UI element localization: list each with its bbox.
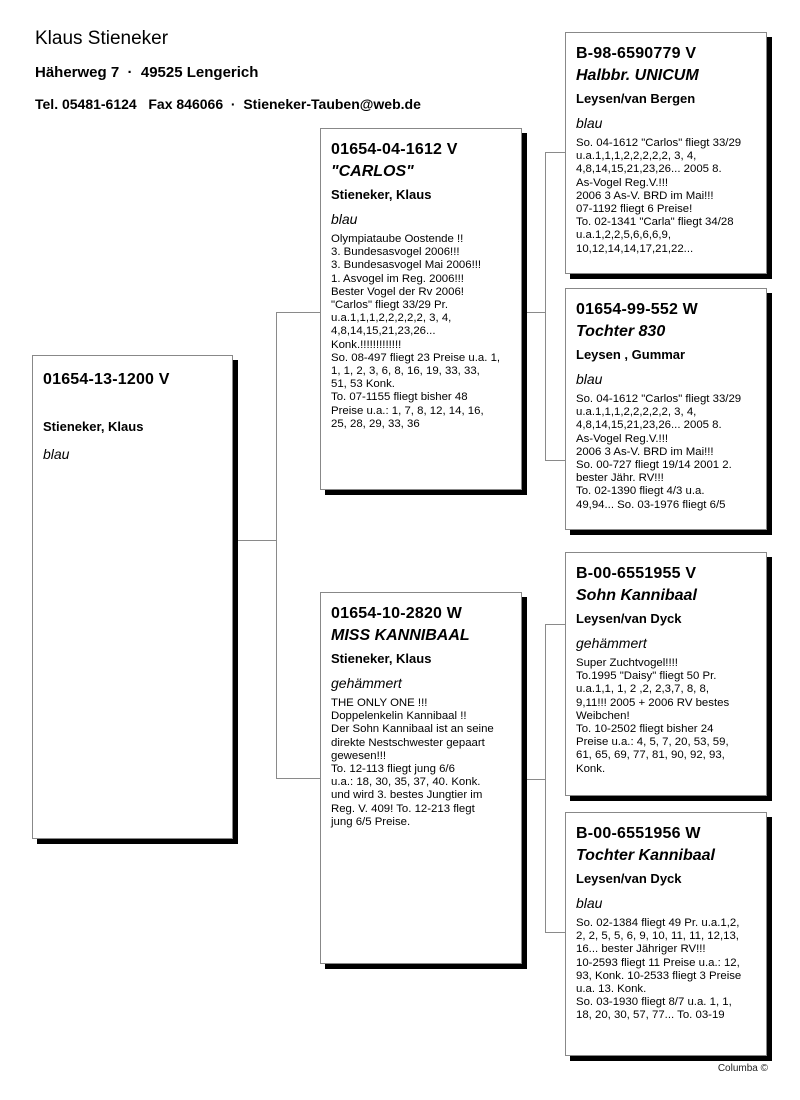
connector-subject-horizontal	[236, 540, 276, 541]
ring-number: 01654-13-1200 V	[43, 371, 170, 388]
pedigree-card-maternal-grandmother[interactable]	[565, 812, 767, 1056]
pedigree-card-father[interactable]	[320, 128, 522, 490]
ring-number: B-00-6551955 V	[576, 565, 697, 582]
pedigree-card-paternal-grandfather[interactable]	[565, 32, 767, 274]
owner-name: Stieneker, Klaus	[331, 651, 432, 666]
pigeon-name: Tochter 830	[576, 323, 666, 340]
pigeon-name: Tochter Kannibaal	[576, 847, 715, 864]
ring-number: B-00-6551956 W	[576, 825, 701, 842]
connector-paternal-grandfather	[545, 152, 565, 153]
connector-parents-vertical	[276, 312, 277, 779]
owner-name: Leysen/van Dyck	[576, 611, 682, 626]
connector-mother-horizontal	[276, 778, 320, 779]
ring-number: B-98-6590779 V	[576, 45, 697, 62]
ring-number: 01654-99-552 W	[576, 301, 698, 318]
ring-number: 01654-04-1612 V	[331, 141, 458, 158]
breeder-name: Klaus Stieneker	[35, 28, 169, 49]
connector-father-horizontal	[276, 312, 320, 313]
plumage-color: blau	[331, 211, 358, 227]
performance-notes: THE ONLY ONE !!! Doppelenkelin Kannibaal !! Der Sohn Kannibaal ist an seine direkte Nestschwester gepaart gewesen!!! To. 12-113 fliegt jung 6/6 u.a.: 18, 30, 35, 37, 40. Konk. und wird 3. bestes Jungtier im Reg. V. 409! To. 12-213 flegt jung 6/5 Preise.	[331, 697, 494, 828]
owner-name: Leysen/van Dyck	[576, 871, 682, 886]
software-credit: Columba ©	[717, 1063, 768, 1074]
performance-notes: So. 02-1384 fliegt 49 Pr. u.a.1,2, 2, 2, 5, 5, 6, 9, 10, 11, 11, 12,13, 16... bester Jähriger RV!!! 10-2593 fliegt 11 Preise u.a.: 12, 93, Konk. 10-2533 fliegt 3 Preise u.a. 13. Konk. So. 03-1930 fliegt 8/7 u.a. 1, 1, 18, 20, 30, 57, 77... To. 03-19	[576, 917, 742, 1022]
performance-notes: So. 04-1612 "Carlos" fliegt 33/29 u.a.1,1,1,2,2,2,2,2, 3, 4, 4,8,14,15,21,23,26... 2005 8. As-Vogel Reg.V.!!! 2006 3 As-V. BRD im Mai!!! So. 00-727 fliegt 19/14 2001 2. bester Jähr. RV!!! To. 02-1390 fliegt 4/3 u.a. 49,94... So. 03-1976 fliegt 6/5	[576, 393, 742, 511]
connector-maternal-grandfather	[545, 624, 565, 625]
connector-paternal-grandmother	[545, 460, 565, 461]
breeder-contact: Tel. 05481-6124 Fax 846066 · Stieneker-Tauben@web.de	[35, 96, 421, 112]
owner-name: Leysen/van Bergen	[576, 91, 696, 106]
connector-father-out	[522, 312, 545, 313]
breeder-address: Häherweg 7 · 49525 Lengerich	[35, 64, 259, 81]
pedigree-card-mother[interactable]	[320, 592, 522, 964]
pigeon-name: MISS KANNIBAAL	[331, 627, 470, 644]
pigeon-name: Sohn Kannibaal	[576, 587, 697, 604]
performance-notes: Super Zuchtvogel!!!! To.1995 "Daisy" fliegt 50 Pr. u.a.1,1, 1, 2 ,2, 2,3,7, 8, 8, 9,11!!! 2005 + 2006 RV bestes Weibchen! To. 10-2502 fliegt bisher 24 Preise u.a.: 4, 5, 7, 20, 53, 59, 61, 65, 69, 77, 81, 90, 92, 93, Konk.	[576, 657, 730, 775]
connector-mother-out	[522, 779, 545, 780]
plumage-color: blau	[576, 895, 603, 911]
performance-notes: So. 04-1612 "Carlos" fliegt 33/29 u.a.1,1,1,2,2,2,2,2, 3, 4, 4,8,14,15,21,23,26... 2005 8. As-Vogel Reg.V.!!! 2006 3 As-V. BRD im Mai!!! 07-1192 fliegt 6 Preise! To. 02-1341 "Carla" fliegt 34/28 u.a.1,2,2,5,6,6,6,9, 10,12,14,14,17,21,22...	[576, 137, 742, 255]
owner-name: Stieneker, Klaus	[43, 419, 144, 434]
ring-number: 01654-10-2820 W	[331, 605, 463, 622]
owner-name: Stieneker, Klaus	[331, 187, 432, 202]
pigeon-name: "CARLOS"	[331, 163, 414, 180]
performance-notes: Olympiataube Oostende !! 3. Bundesasvogel 2006!!! 3. Bundesasvogel Mai 2006!!! 1. Asvogel im Reg. 2006!!! Bester Vogel der Rv 2006! "Carlos" fliegt 33/29 Pr. u.a.1,1,1,2,2,2,2,2, 3, 4, 4,8,14,15,21,23,26... Konk.!!!!!!!!!!!!! So. 08-497 fliegt 23 Preise u.a. 1, 1, 1, 2, 3, 6, 8, 16, 19, 33, 33, 51, 53 Konk. To. 07-1155 fliegt bisher 48 Preise u.a.: 1, 7, 8, 12, 14, 16, 25, 28, 29, 33, 36	[331, 233, 501, 430]
owner-name: Leysen , Gummar	[576, 347, 686, 362]
connector-maternal-grandmother	[545, 932, 565, 933]
plumage-color: gehämmert	[331, 675, 402, 691]
pedigree-card-paternal-grandmother[interactable]	[565, 288, 767, 530]
pedigree-card-subject[interactable]	[32, 355, 233, 839]
pedigree-card-maternal-grandfather[interactable]	[565, 552, 767, 796]
connector-paternal-vertical	[545, 152, 546, 460]
plumage-color: blau	[576, 115, 603, 131]
pigeon-name: Halbbr. UNICUM	[576, 67, 699, 84]
plumage-color: gehämmert	[576, 635, 647, 651]
plumage-color: blau	[43, 446, 70, 462]
plumage-color: blau	[576, 371, 603, 387]
connector-maternal-vertical	[545, 624, 546, 932]
